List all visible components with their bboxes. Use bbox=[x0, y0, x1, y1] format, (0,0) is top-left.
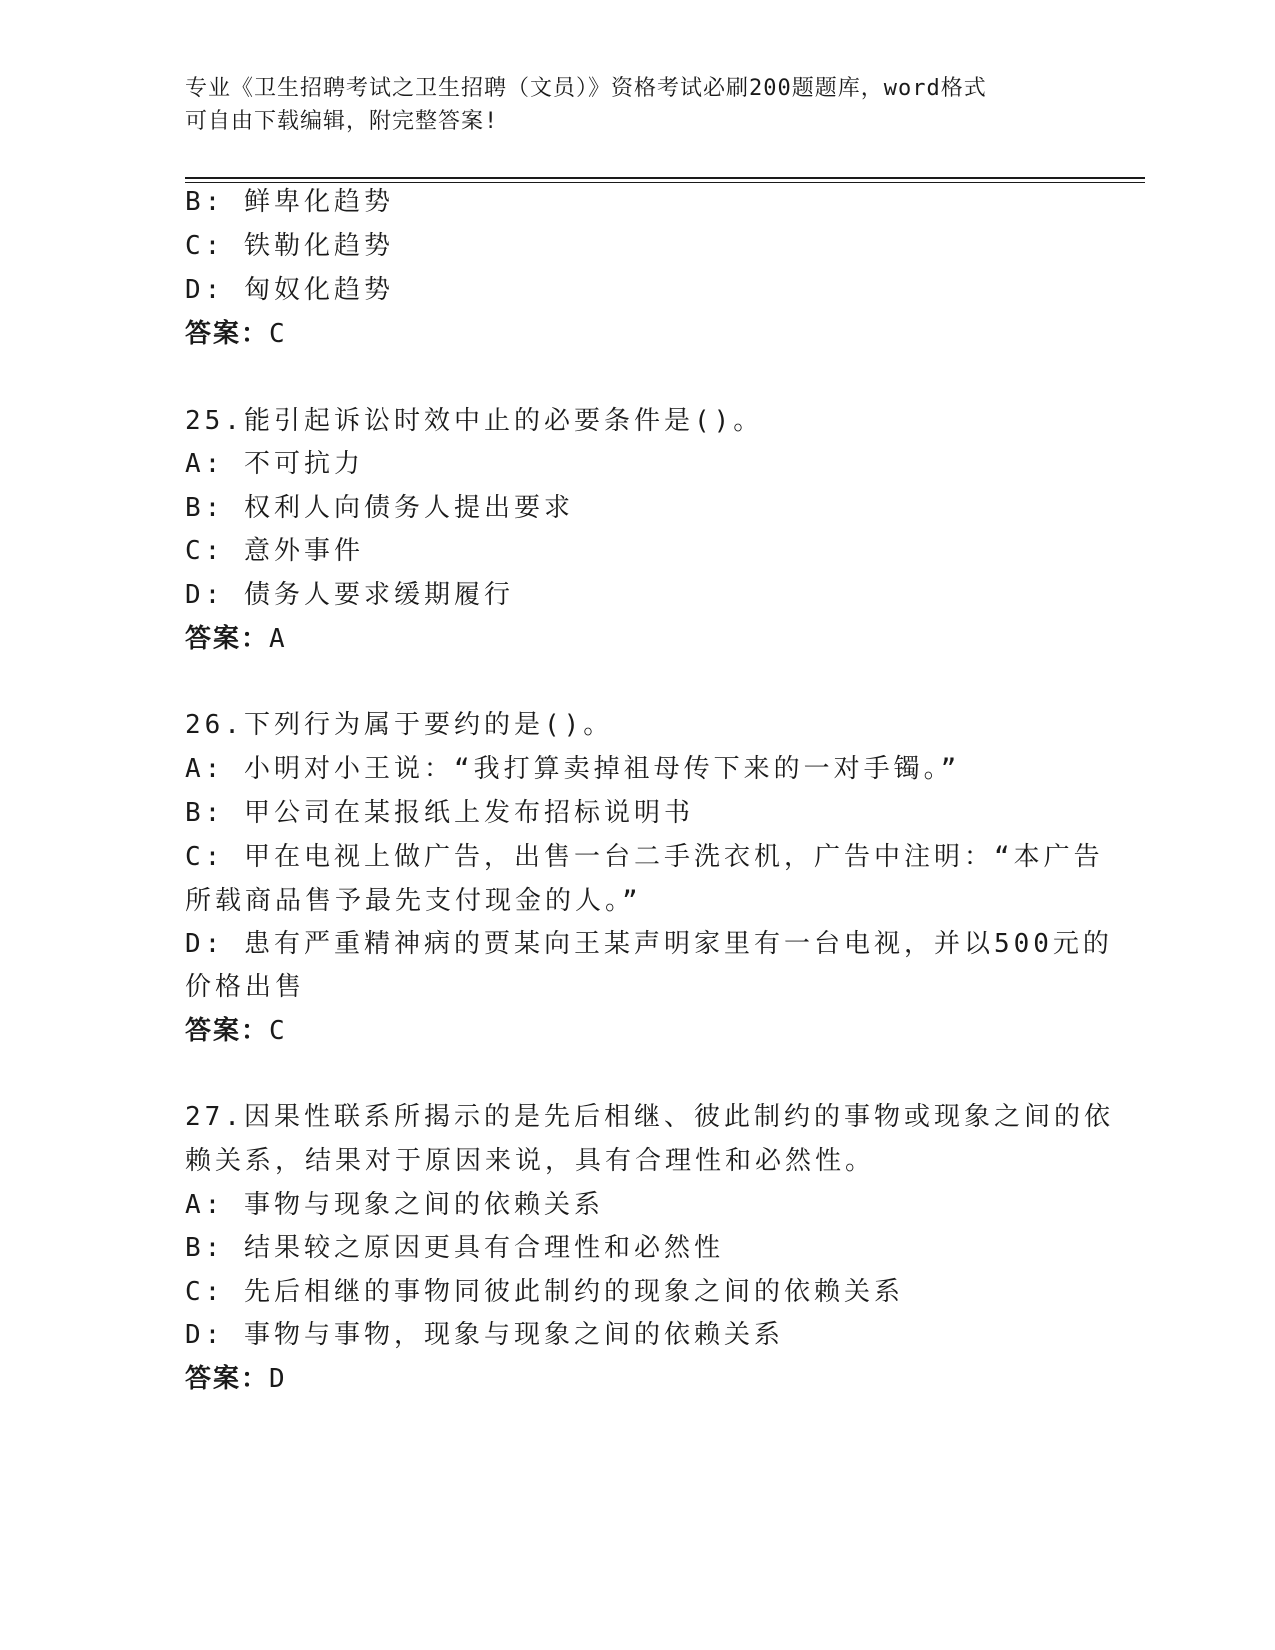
q26-option-d-line-2: 价格出售 bbox=[185, 972, 306, 1002]
q26-option-c-line-1: C: 甲在电视上做广告，出售一台二手洗衣机，广告中注明：“本广告 bbox=[185, 842, 1104, 872]
q27-question-line-2: 赖关系，结果对于原因来说，具有合理性和必然性。 bbox=[185, 1146, 876, 1176]
q26-option-a: A: 小明对小王说：“我打算卖掉祖母传下来的一对手镯。” bbox=[185, 754, 961, 784]
q26-option-b: B: 甲公司在某报纸上发布招标说明书 bbox=[185, 798, 694, 828]
q27-option-a: A: 事物与现象之间的依赖关系 bbox=[185, 1190, 604, 1220]
q25-answer bbox=[185, 622, 287, 656]
q25-option-c: C: 意外事件 bbox=[185, 536, 364, 566]
prev-option-b: B: 鲜卑化趋势 bbox=[185, 187, 394, 217]
answer-label: 答案： bbox=[185, 1364, 270, 1394]
header-title-line-1: 专业《卫生招聘考试之卫生招聘（文员）》资格考试必刷200题题库，word格式 bbox=[185, 76, 987, 101]
header-divider-thick bbox=[185, 177, 1145, 179]
answer-value: C bbox=[269, 319, 287, 349]
q26-option-c-line-2: 所载商品售予最先支付现金的人。” bbox=[185, 886, 642, 916]
prev-option-c: C: 铁勒化趋势 bbox=[185, 231, 394, 261]
prev-option-d: D: 匈奴化趋势 bbox=[185, 275, 394, 305]
prev-answer bbox=[185, 317, 287, 351]
header-title-line-2: 可自由下载编辑，附完整答案! bbox=[185, 109, 499, 134]
answer-label: 答案： bbox=[185, 319, 270, 349]
q27-question-line-1: 27.因果性联系所揭示的是先后相继、彼此制约的事物或现象之间的依 bbox=[185, 1102, 1114, 1132]
q25-option-b: B: 权利人向债务人提出要求 bbox=[185, 493, 574, 523]
q27-option-b: B: 结果较之原因更具有合理性和必然性 bbox=[185, 1233, 724, 1263]
document-header bbox=[185, 72, 1065, 138]
q25-option-d: D: 债务人要求缓期履行 bbox=[185, 580, 514, 610]
q27-option-c: C: 先后相继的事物同彼此制约的现象之间的依赖关系 bbox=[185, 1277, 904, 1307]
answer-value: A bbox=[269, 624, 287, 654]
q27-answer bbox=[185, 1362, 287, 1396]
answer-value: D bbox=[269, 1364, 287, 1394]
answer-label: 答案： bbox=[185, 624, 270, 654]
q26-question: 26.下列行为属于要约的是()。 bbox=[185, 710, 614, 740]
q25-question: 25.能引起诉讼时效中止的必要条件是()。 bbox=[185, 406, 764, 436]
answer-value: C bbox=[269, 1016, 287, 1046]
answer-label: 答案： bbox=[185, 1016, 270, 1046]
q25-option-a: A: 不可抗力 bbox=[185, 449, 364, 479]
q27-option-d: D: 事物与事物，现象与现象之间的依赖关系 bbox=[185, 1320, 784, 1350]
q26-answer bbox=[185, 1014, 287, 1048]
q26-option-d-line-1: D: 患有严重精神病的贾某向王某声明家里有一台电视，并以500元的 bbox=[185, 929, 1113, 959]
header-divider-thin bbox=[185, 182, 1145, 183]
